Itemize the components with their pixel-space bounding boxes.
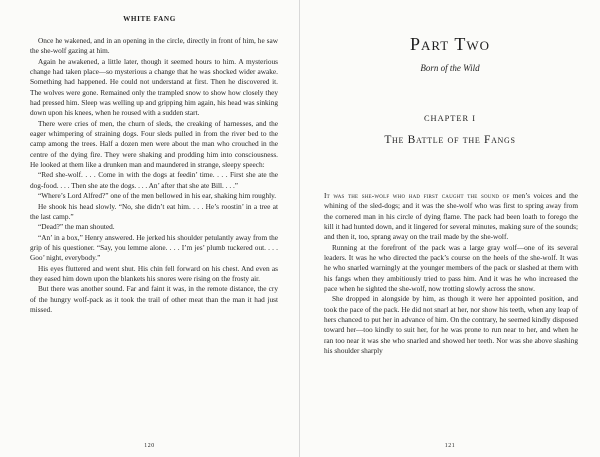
paragraph: Running at the forefront of the pack was a large gray wolf—one of its several leaders. It was he who directed the pack’s course on the heels of the she-wolf. It was he who snarled warningly at the younger members of the pack or slashed at them with his fangs when they ambitiously tried to pass him. And it was he who increased the pace when he sighted the she-wolf, now trotting slowly across the snow. xyxy=(324,242,578,294)
part-subtitle: Born of the Wild xyxy=(420,63,480,73)
paragraph: He shook his head slowly. “No, she didn’t eat him. . . . He’s roostin’ in a tree at the last camp.” xyxy=(30,201,278,221)
paragraph: But there was another sound. Far and faint it was, in the remote distance, the cry of the hungry wolf-pack as it took the trail of other meat than the man it had just missed. xyxy=(30,284,278,314)
paragraph: His eyes fluttered and went shut. His chin fell forward on his chest. And even as they eased him down upon the blankets his snores were rising on the frosty air. xyxy=(30,263,278,283)
paragraph: “Where’s Lord Alfred?” one of the men bellowed in his ear, shaking him roughly. xyxy=(38,191,277,201)
paragraph: “Dead?” the man shouted. xyxy=(38,222,115,232)
part-title: Part Two xyxy=(409,34,491,54)
opening-paragraph xyxy=(324,191,578,243)
paragraph: “An’ in a box,” Henry answered. He jerked his shoulder petulantly away from the grip of his questioner. “Say, you lemme alone. . . . I’m jes’ plumb tuckered out. . . . Goo’ night, everybody.” xyxy=(30,232,278,263)
paragraph: Again he awakened, a little later, though it seemed hours to him. A mysterious change had taken place—so mysterious a change that he was shocked wider awake. Something had happened. He could not understand at first. Then he discovered it. The wolves were gone. Remained only the trampled snow to show how closely they had pressed him. Sleep was welling up and gripping him again, his head was sinking down upon his knees, when he roused with a sudden start. xyxy=(30,56,278,118)
paragraph: “Red she-wolf. . . . Come in with the dogs at feedin’ time. . . . First she ate the dog-food. . . . Then she ate the dogs. . . . An’ after that she ate Bill. . . .” xyxy=(30,170,278,190)
left-body-text xyxy=(30,36,278,315)
chapter-label: CHAPTER I xyxy=(423,114,477,123)
chapter-title: The Battle of the Fangs xyxy=(384,134,516,146)
paragraph: There were cries of men, the churn of sleds, the creaking of harnesses, and the eager whimpering of straining dogs. Four sleds pulled in from the river bed to the camp among the trees. Half a dozen men were about the man who crouched in the centre of the dying fire. They were shaking and prodding him into consciousness. He looked at them like a drunken man and maundered in strange, sleepy speech: xyxy=(30,118,278,170)
opening-text: men’s voices and the whining of the sled-dogs; and it was the she-wolf who was first to spring away from the cornered man in his circle of dying flame. The pack had been loath to forego the kill it had hunted down, and it lingered for several minutes, making sure of the sounds; and then it, too, sprang away on the trail made by the she-wolf. xyxy=(324,191,578,242)
page-number: 120 xyxy=(144,443,155,449)
page-number: 121 xyxy=(444,443,456,449)
running-head: WHITE FANG xyxy=(123,15,176,23)
opening-small-caps: It was the she-wolf who had first caught the sound of xyxy=(324,191,510,200)
paragraph: Once he wakened, and in an opening in the circle, directly in front of him, he saw the she-wolf gazing at him. xyxy=(30,36,278,56)
paragraph: She dropped in alongside by him, as though it were her appointed position, and took the pace of the pack. He did not snarl at her, nor show his teeth, when any leap of hers chanced to put her in advance of him. On the contrary, he seemed kindly disposed toward her—too kindly to suit her, for he was prone to run near to her, and when he ran too near it was she who snarled and showed her teeth. Nor was she above slashing his shoulder sharply xyxy=(324,294,578,356)
right-page xyxy=(300,0,600,457)
right-body-text xyxy=(324,191,578,357)
